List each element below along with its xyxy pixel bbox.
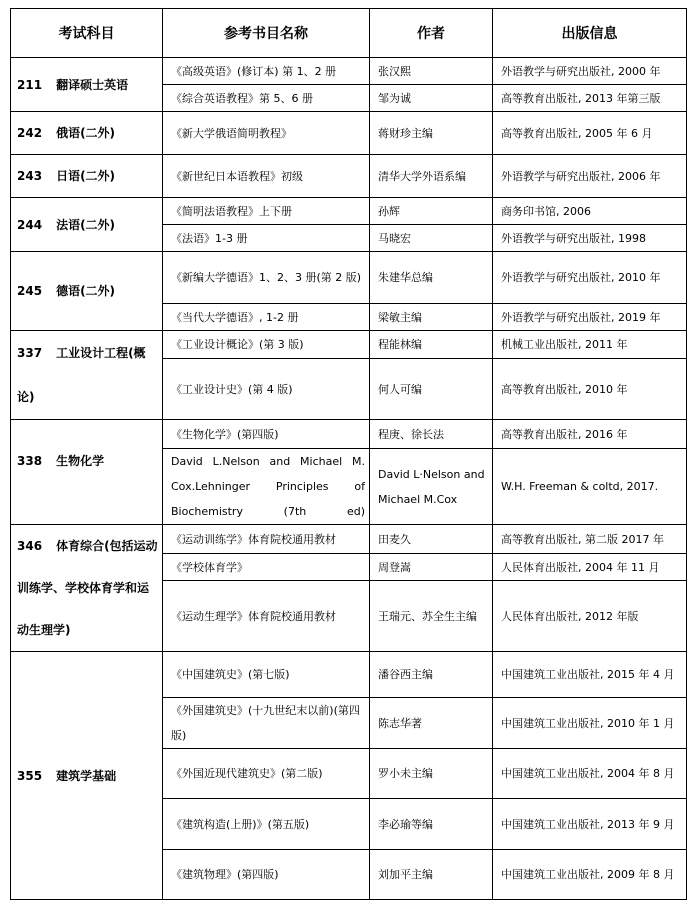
book-publisher: 机械工业出版社, 2011 年: [493, 331, 687, 359]
subject-cell: [11, 525, 163, 652]
header-publisher: 出版信息: [493, 9, 687, 58]
book-publisher: 高等教育出版社, 2005 年 6 月: [493, 112, 687, 155]
table-row: [11, 155, 687, 198]
subject-code: 243: [17, 169, 43, 183]
book-title: 《运动生理学》体育院校通用教材: [163, 581, 370, 652]
book-title: 《中国建筑史》(第七版): [163, 652, 370, 698]
book-author: 罗小未主编: [370, 749, 493, 799]
book-author: 张汉熙: [370, 58, 493, 85]
book-publisher: 外语教学与研究出版社, 2006 年: [493, 155, 687, 198]
book-author: 程庚、徐长法: [370, 420, 493, 449]
book-author: 清华大学外语系编: [370, 155, 493, 198]
book-publisher: 中国建筑工业出版社, 2010 年 1 月: [493, 698, 687, 749]
subject-code: 245: [17, 284, 43, 298]
book-title: 《工业设计史》(第 4 版): [163, 359, 370, 420]
book-title: 《简明法语教程》上下册: [163, 198, 370, 225]
book-title: 《法语》1-3 册: [163, 225, 370, 252]
subject-code: 242: [17, 126, 43, 140]
book-author: 李必瑜等编: [370, 799, 493, 850]
book-publisher: 高等教育出版社, 2016 年: [493, 420, 687, 449]
table-row: [11, 112, 687, 155]
header-book: 参考书目名称: [163, 9, 370, 58]
book-author: 蒋财珍主编: [370, 112, 493, 155]
book-author: 何人可编: [370, 359, 493, 420]
book-publisher: 外语教学与研究出版社, 2010 年: [493, 252, 687, 304]
book-publisher: 外语教学与研究出版社, 2019 年: [493, 304, 687, 331]
subject-name: 建筑学基础: [56, 768, 117, 783]
book-publisher: 外语教学与研究出版社, 2000 年: [493, 58, 687, 85]
subject-code: 211: [17, 77, 43, 92]
book-title: 《新大学俄语简明教程》: [163, 112, 370, 155]
subject-name: 德语(二外): [56, 284, 116, 298]
book-title: 《生物化学》(第四版): [163, 420, 370, 449]
table-row: [11, 420, 687, 449]
table-row: [11, 331, 687, 359]
book-publisher: 中国建筑工业出版社, 2013 年 9 月: [493, 799, 687, 850]
book-publisher: 高等教育出版社, 2010 年: [493, 359, 687, 420]
subject-cell: [11, 252, 163, 331]
book-author: 刘加平主编: [370, 850, 493, 900]
book-author: 程能林编: [370, 331, 493, 359]
book-title: 《外国建筑史》(十九世纪末以前)(第四版): [163, 698, 370, 749]
book-author: 陈志华著: [370, 698, 493, 749]
subject-cell: [11, 652, 163, 900]
subject-code: 244: [17, 217, 43, 232]
book-title: 《建筑物理》(第四版): [163, 850, 370, 900]
book-publisher: 高等教育出版社, 2013 年第三版: [493, 85, 687, 112]
book-author: 马晓宏: [370, 225, 493, 252]
book-author: 潘谷西主编: [370, 652, 493, 698]
table-row: [11, 58, 687, 85]
subject-name: 法语(二外): [56, 217, 116, 232]
book-publisher: 人民体育出版社, 2004 年 11 月: [493, 554, 687, 581]
book-publisher: 商务印书馆, 2006: [493, 198, 687, 225]
table-row: [11, 198, 687, 225]
subject-name: 日语(二外): [56, 169, 116, 183]
book-author: 王瑞元、苏全生主编: [370, 581, 493, 652]
book-author: 朱建华总编: [370, 252, 493, 304]
subject-name: 俄语(二外): [56, 126, 116, 140]
table-row: [11, 525, 687, 554]
book-title: 《高级英语》(修订本) 第 1、2 册: [163, 58, 370, 85]
subject-cell: [11, 112, 163, 155]
subject-cell: [11, 198, 163, 252]
book-publisher: 高等教育出版社, 第二版 2017 年: [493, 525, 687, 554]
header-subject: 考试科目: [11, 9, 163, 58]
book-author: 邹为诚: [370, 85, 493, 112]
book-author: 田麦久: [370, 525, 493, 554]
subject-name: 翻译硕士英语: [56, 77, 129, 92]
book-title: 《新编大学德语》1、2、3 册(第 2 版): [163, 252, 370, 304]
book-title: 《综合英语教程》第 5、6 册: [163, 85, 370, 112]
book-publisher: W.H. Freeman & coltd, 2017.: [493, 449, 687, 525]
subject-name: 生物化学: [56, 454, 105, 468]
subject-cell: [11, 331, 163, 420]
book-author: 周登嵩: [370, 554, 493, 581]
reference-books-table-container: [10, 8, 686, 900]
book-publisher: 人民体育出版社, 2012 年版: [493, 581, 687, 652]
table-row: [11, 252, 687, 304]
subject-name: 工业设计工程(概论): [17, 346, 146, 404]
subject-code: 355: [17, 768, 43, 783]
subject-cell: [11, 58, 163, 112]
book-title: 《新世纪日本语教程》初级: [163, 155, 370, 198]
book-author: 梁敏主编: [370, 304, 493, 331]
subject-code: 337: [17, 346, 43, 360]
subject-code: 338: [17, 454, 43, 468]
book-title: 《建筑构造(上册)》(第五版): [163, 799, 370, 850]
subject-cell: [11, 420, 163, 525]
subject-cell: [11, 155, 163, 198]
reference-books-table: [10, 8, 687, 900]
table-row: [11, 652, 687, 698]
book-publisher: 中国建筑工业出版社, 2015 年 4 月: [493, 652, 687, 698]
book-title: 《当代大学德语》, 1-2 册: [163, 304, 370, 331]
book-title: 《工业设计概论》(第 3 版): [163, 331, 370, 359]
book-publisher: 外语教学与研究出版社, 1998: [493, 225, 687, 252]
book-title: David L.Nelson and Michael M. Cox.Lehninger Principles of Biochemistry (7th ed): [163, 449, 370, 525]
book-publisher: 中国建筑工业出版社, 2009 年 8 月: [493, 850, 687, 900]
book-title: 《运动训练学》体育院校通用教材: [163, 525, 370, 554]
header-author: 作者: [370, 9, 493, 58]
subject-name: 体育综合(包括运动训练学、学校体育学和运动生理学): [17, 539, 158, 637]
book-title: 《学校体育学》: [163, 554, 370, 581]
book-title: 《外国近现代建筑史》(第二版): [163, 749, 370, 799]
book-author: 孙辉: [370, 198, 493, 225]
subject-code: 346: [17, 539, 43, 553]
book-author: David L·Nelson and Michael M.Cox: [370, 449, 493, 525]
book-publisher: 中国建筑工业出版社, 2004 年 8 月: [493, 749, 687, 799]
table-header-row: [11, 9, 687, 58]
